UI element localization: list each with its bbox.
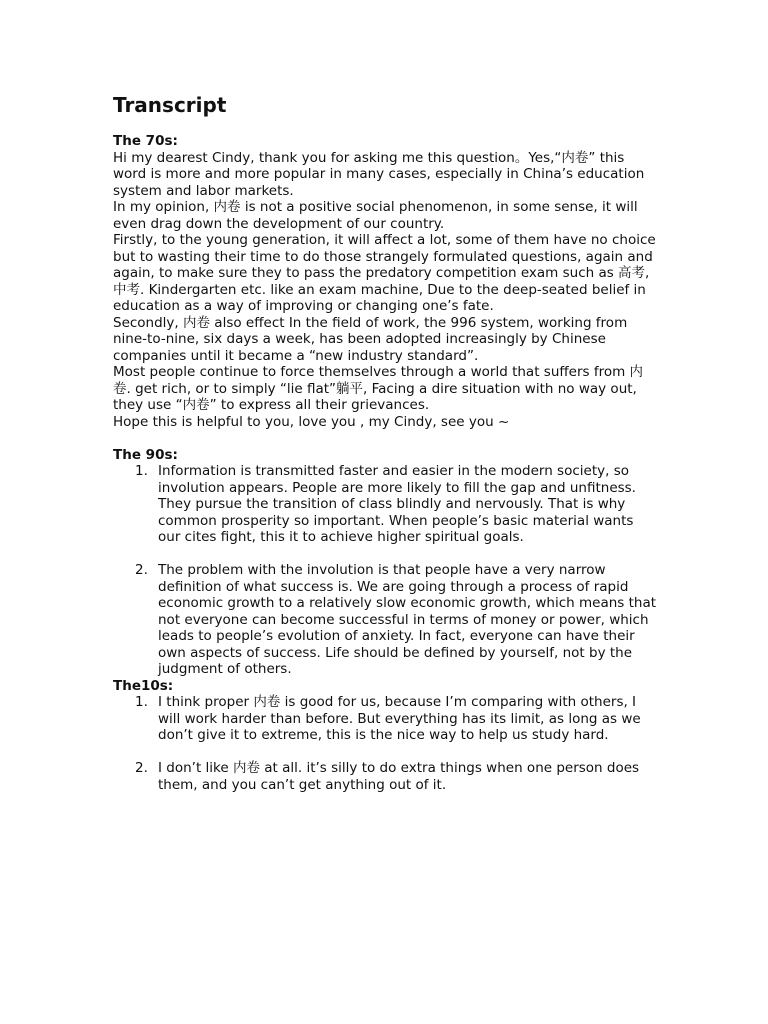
list-item [113,694,658,744]
paragraph: In my opinion, 内卷 is not a positive social phenomenon, in some sense, it will even drag down the development of our country. [113,199,638,232]
section-10s [113,678,658,794]
list-item-text: The problem with the involution is that people have a very narrow definition of what success is. We are going through a process of rapid economic growth to a relatively slow economic growth, which means that not everyone can become successful in terms of money or power, which leads to people’s evolution of anxiety. In fact, everyone can have their own aspects of success. Life should be defined by yourself, not by the judgment of others. [158,562,657,677]
paragraph: Most people continue to force themselves through a world that suffers from 内卷. get rich, or to simply “lie flat”躺平, Facing a dire situation with no way out, they use “内卷” to express all their grievances. [113,364,644,413]
numbered-list [113,463,658,678]
section-70s [113,133,658,430]
list-number: 1. [135,463,148,479]
paragraph: Hope this is helpful to you, love you , my Cindy, see you ~ [113,413,510,430]
section-heading: The 90s: [113,446,178,463]
list-item [113,760,658,793]
list-item [113,562,658,678]
spacer [113,430,658,447]
list-number: 2. [135,760,148,776]
numbered-list [113,694,658,793]
document-title: Transcript [113,93,227,117]
section-90s [113,447,658,678]
list-item-text: I think proper 内卷 is good for us, because I’m comparing with others, I will work harder than before. But everything has its limit, as long as we don’t give it to extreme, this is the nice way to help us study hard. [158,694,641,743]
list-number: 1. [135,694,148,710]
list-item [113,463,658,546]
section-heading: The10s: [113,677,174,694]
document-page [113,92,658,793]
list-item-text: I don’t like 内卷 at all. it’s silly to do extra things when one person does them, and you can’t get anything out of it. [158,760,640,793]
list-number: 2. [135,562,148,578]
list-item-text: Information is transmitted faster and easier in the modern society, so involution appears. People are more likely to fill the gap and unfitness. They pursue the transition of class blindly and nervously. That is why common prosperity so important. When people’s basic material wants our cites fight, this it to achieve higher spiritual goals. [158,463,636,545]
paragraph: Firstly, to the young generation, it will affect a lot, some of them have no choice but to wasting their time to do those strangely formulated questions, again and again, to make sure they to pass the predatory competition exam such as 高考, 中考. Kindergarten etc. like an exam machine, Due to the deep-seated belief in education as a way of improving or changing one’s fate. [113,232,656,314]
section-heading: The 70s: [113,133,178,149]
paragraph: Hi my dearest Cindy, thank you for asking me this question。Yes,“内卷” this word is more and more popular in many cases, especially in China’s education system and labor markets. [113,149,645,199]
paragraph: Secondly, 内卷 also effect In the field of work, the 996 system, working from nine-to-nine, six days a week, has been adopted increasingly by Chinese companies until it became a “new industry standard”. [113,314,628,364]
